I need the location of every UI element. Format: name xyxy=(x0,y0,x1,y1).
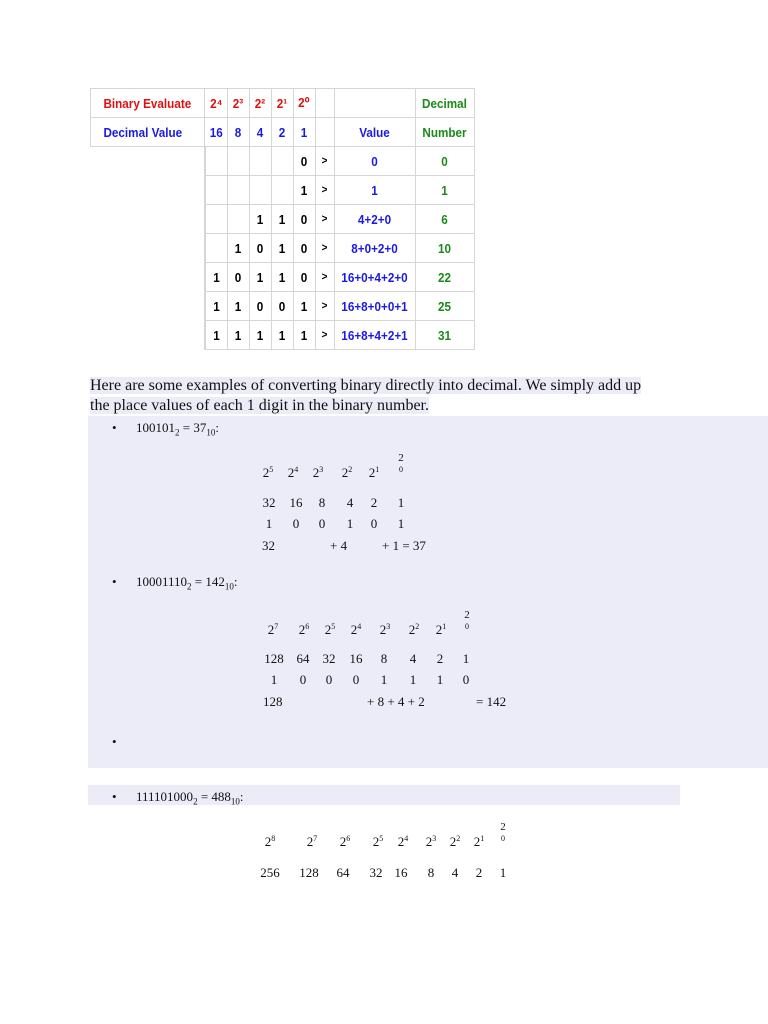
bullet: • xyxy=(112,420,117,435)
bit-cell: 1 xyxy=(272,321,292,350)
exp-header: 2¹ xyxy=(272,89,292,118)
bit-value: 0 xyxy=(299,672,307,687)
decimal-cell: 0 xyxy=(418,147,471,176)
exponent: $2^5$ xyxy=(372,834,384,849)
exponent-stacked: 2 0 xyxy=(398,452,404,474)
value-cell: 16+8+0+0+1 xyxy=(338,292,411,321)
blank-cell xyxy=(96,292,199,321)
decimal-header: Number xyxy=(418,118,471,147)
place-value: 4 xyxy=(409,651,417,666)
table-row xyxy=(91,321,475,350)
place-value: 64 xyxy=(296,651,310,666)
bit-cell: 1 xyxy=(206,292,226,321)
exponent: $2^5$ xyxy=(324,622,336,637)
table-row xyxy=(91,292,475,321)
bit-cell: 0 xyxy=(228,263,248,292)
place-value: 2 xyxy=(436,651,444,666)
place-value: 64 xyxy=(336,865,350,880)
bit-value: 1 xyxy=(397,516,405,531)
table-row xyxy=(91,205,475,234)
bit-cell xyxy=(250,176,270,205)
intro-line-2: the place values of each 1 digit in the binary number. xyxy=(90,397,429,414)
bit-cell: 1 xyxy=(272,205,292,234)
bit-cell: 1 xyxy=(228,234,248,263)
exponent: $2^3$ xyxy=(379,622,391,637)
exponent: $2^2$ xyxy=(449,834,461,849)
bit-cell xyxy=(228,176,248,205)
bit-cell: 0 xyxy=(250,292,270,321)
place-value: 16 xyxy=(289,495,303,510)
place-header: 16 xyxy=(206,118,226,147)
exp-header: 2² xyxy=(250,89,270,118)
decimal-cell: 1 xyxy=(418,176,471,205)
empty-cell xyxy=(316,118,333,147)
value-cell: 4+2+0 xyxy=(338,205,411,234)
bit-cell: 0 xyxy=(294,263,314,292)
exponent: $2^1$ xyxy=(473,834,485,849)
intro-line-1: Here are some examples of converting binary directly into decimal. We simply add up xyxy=(90,377,642,394)
place-value: 1 xyxy=(397,495,405,510)
exponent: $2^7$ xyxy=(306,834,318,849)
bit-value: 0 xyxy=(462,672,470,687)
bit-value: 0 xyxy=(318,516,326,531)
exponent: $2^4$ xyxy=(350,622,362,637)
bit-value: 0 xyxy=(292,516,300,531)
bit-cell: 1 xyxy=(250,205,270,234)
exponent: $2^5$ xyxy=(262,465,274,480)
place-value: 1 xyxy=(499,865,507,880)
decimal-cell: 22 xyxy=(418,263,471,292)
arrow-cell: > xyxy=(316,321,333,350)
exponent: $2^4$ xyxy=(397,834,409,849)
place-value: 16 xyxy=(349,651,363,666)
value-cell: 16+8+4+2+1 xyxy=(338,321,411,350)
bit-cell: 1 xyxy=(228,321,248,350)
place-header: 2 xyxy=(272,118,292,147)
empty-cell xyxy=(316,89,333,118)
bit-cell xyxy=(206,176,226,205)
bit-cell: 0 xyxy=(272,292,292,321)
bit-value: 0 xyxy=(370,516,378,531)
bullet-empty: • xyxy=(112,734,117,749)
empty-cell xyxy=(338,89,411,118)
value-term: + 8 + 4 + 2 xyxy=(367,694,425,709)
arrow-cell: > xyxy=(316,147,333,176)
bit-cell xyxy=(228,147,248,176)
exp-header: 2³ xyxy=(228,89,248,118)
bit-cell xyxy=(272,176,292,205)
arrow-cell: > xyxy=(316,263,333,292)
exponent: $2^3$ xyxy=(312,465,324,480)
bit-cell xyxy=(206,147,226,176)
exp-header: 2⁰ xyxy=(294,89,314,118)
bit-value: 0 xyxy=(352,672,360,687)
exponent: $2^7$ xyxy=(267,622,279,637)
place-value: 2 xyxy=(475,865,483,880)
table-header-row-place-values xyxy=(91,118,475,147)
value-term: = 142 xyxy=(476,694,507,709)
exponent: $2^1$ xyxy=(368,465,380,480)
arrow-cell: > xyxy=(316,292,333,321)
bit-cell: 1 xyxy=(206,321,226,350)
blank-cell xyxy=(96,234,199,263)
exponent-stacked: 2 0 xyxy=(500,821,506,843)
value-term: 32 xyxy=(262,538,275,553)
blank-cell xyxy=(96,176,199,205)
bullet: • xyxy=(112,574,117,589)
decimal-cell: 31 xyxy=(418,321,471,350)
row-label-binary-evaluate: Binary Evaluate xyxy=(96,89,199,118)
bit-cell: 1 xyxy=(250,321,270,350)
place-value: 8 xyxy=(380,651,388,666)
place-value: 4 xyxy=(346,495,354,510)
place-value: 2 xyxy=(370,495,378,510)
arrow-cell: > xyxy=(316,176,333,205)
bullet: • xyxy=(112,789,117,804)
place-value: 128 xyxy=(299,865,319,880)
place-value: 32 xyxy=(369,865,383,880)
place-header: 8 xyxy=(228,118,248,147)
examples-panel xyxy=(88,416,768,768)
exponent: $2^1$ xyxy=(435,622,447,637)
value-cell: 1 xyxy=(338,176,411,205)
bit-cell: 1 xyxy=(228,292,248,321)
place-value: 16 xyxy=(394,865,408,880)
bit-cell: 1 xyxy=(294,176,314,205)
exponent: $2^2$ xyxy=(408,622,420,637)
bit-cell: 0 xyxy=(294,205,314,234)
decimal-header: Decimal xyxy=(418,89,471,118)
arrow-cell: > xyxy=(316,234,333,263)
bit-cell: 1 xyxy=(272,234,292,263)
exponent: $2^6$ xyxy=(298,622,310,637)
exponent: $2^4$ xyxy=(287,465,299,480)
place-value: 256 xyxy=(260,865,280,880)
blank-cell xyxy=(96,263,199,292)
bit-value: 1 xyxy=(409,672,417,687)
bit-cell xyxy=(228,205,248,234)
decimal-cell: 10 xyxy=(418,234,471,263)
place-value: 8 xyxy=(318,495,326,510)
exponent: $2^3$ xyxy=(425,834,437,849)
decimal-cell: 6 xyxy=(418,205,471,234)
bit-cell: 1 xyxy=(250,263,270,292)
binary-evaluation-table xyxy=(90,88,475,350)
bit-value: 1 xyxy=(270,672,278,687)
exponent: $2^8$ xyxy=(264,834,276,849)
blank-cell xyxy=(96,321,199,350)
row-label-decimal-value: Decimal Value xyxy=(96,118,199,147)
place-value: 128 xyxy=(264,651,284,666)
bit-value: 1 xyxy=(380,672,388,687)
table-row xyxy=(91,234,475,263)
value-term: + 1 = 37 xyxy=(382,538,426,553)
example3-title: $111101000_2 = 488_{10}$: xyxy=(136,789,244,807)
exp-header: 2⁴ xyxy=(206,89,226,118)
arrow-cell: > xyxy=(316,205,333,234)
value-term: 128 xyxy=(263,694,283,709)
table-row xyxy=(91,147,475,176)
table-header-row-exponents xyxy=(91,89,475,118)
table-row xyxy=(91,176,475,205)
bit-value: 1 xyxy=(265,516,273,531)
bit-cell xyxy=(250,147,270,176)
place-value: 1 xyxy=(462,651,470,666)
exponent: $2^2$ xyxy=(341,465,353,480)
exponent: $2^6$ xyxy=(339,834,351,849)
bit-cell: 1 xyxy=(272,263,292,292)
bit-value: 1 xyxy=(346,516,354,531)
table-row xyxy=(91,263,475,292)
place-value: 8 xyxy=(427,865,435,880)
place-header: 4 xyxy=(250,118,270,147)
bit-cell xyxy=(206,234,226,263)
bit-value: 0 xyxy=(325,672,333,687)
value-header: Value xyxy=(338,118,411,147)
blank-cell xyxy=(96,147,199,176)
bit-cell: 0 xyxy=(294,234,314,263)
value-term: + 4 xyxy=(330,538,348,553)
example1-title: $100101_2 = 37_{10}$: xyxy=(136,420,219,438)
value-cell: 16+0+4+2+0 xyxy=(338,263,411,292)
place-header: 1 xyxy=(294,118,314,147)
place-value: 4 xyxy=(451,865,459,880)
bit-cell: 1 xyxy=(294,321,314,350)
table-body xyxy=(91,147,475,350)
example2-title: $10001110_2 = 142_{10}$: xyxy=(136,574,238,592)
bit-value: 1 xyxy=(436,672,444,687)
bit-cell: 1 xyxy=(294,292,314,321)
place-value: 32 xyxy=(262,495,276,510)
intro-paragraph xyxy=(90,376,680,416)
bit-cell: 0 xyxy=(294,147,314,176)
value-cell: 8+0+2+0 xyxy=(338,234,411,263)
bit-cell xyxy=(206,205,226,234)
place-value: 32 xyxy=(322,651,336,666)
decimal-cell: 25 xyxy=(418,292,471,321)
bit-cell: 1 xyxy=(206,263,226,292)
blank-cell xyxy=(96,205,199,234)
bit-cell: 0 xyxy=(250,234,270,263)
value-cell: 0 xyxy=(338,147,411,176)
exponent-stacked: 2 0 xyxy=(464,609,470,631)
bit-cell xyxy=(272,147,292,176)
